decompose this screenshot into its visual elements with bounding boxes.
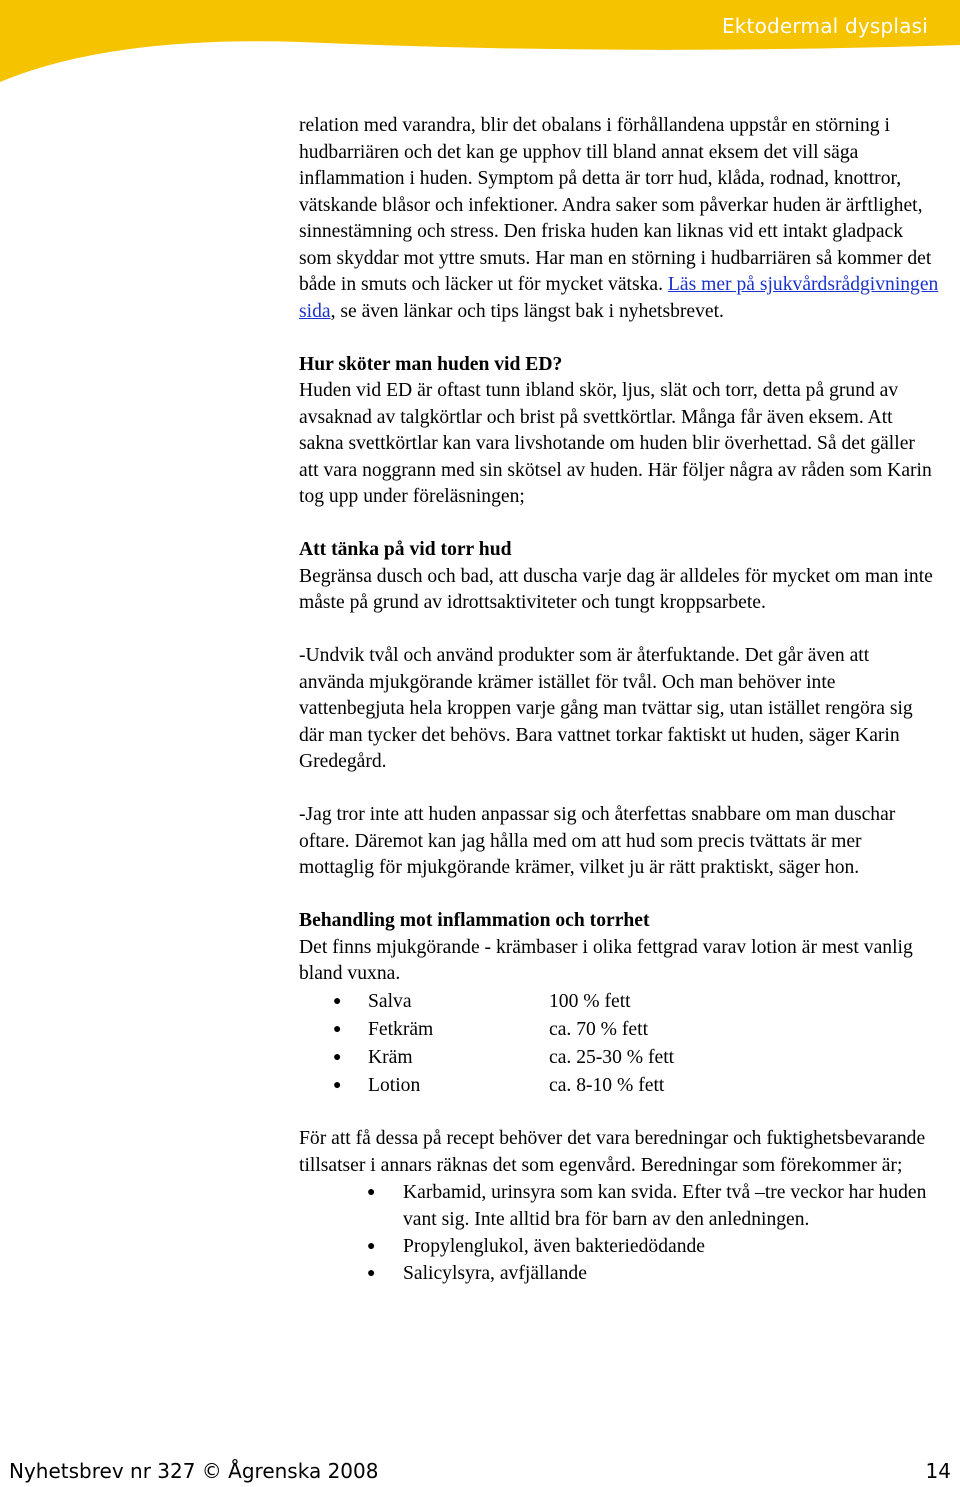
list-item (299, 988, 939, 1016)
bullet-icon: ● (367, 1185, 376, 1200)
preparation-text: Salicylsyra, avfjällande (403, 1263, 587, 1284)
preparation-text: Karbamid, urinsyra som kan svida. Efter två –tre veckor har huden vant sig. Inte alltid bra för barn av den anledningen. (403, 1182, 927, 1230)
quote-paragraph-2: -Jag tror inte att huden anpassar sig och återfettas snabbare om man duschar oftare. Däremot kan jag hålla med om att hud som precis tvättats är mer mottaglig för mjukgörande krämer, vilket ju är rätt praktiskt, säger hon. (299, 804, 896, 878)
cream-type: Kräm (368, 1046, 413, 1068)
bullet-icon: ● (367, 1239, 376, 1254)
section-text-behandling: Det finns mjukgörande - krämbaser i olika fettgrad varav lotion är mest vanlig bland vuxna. (299, 936, 913, 984)
fat-percentage: ca. 70 % fett (549, 1018, 649, 1040)
fat-percentage: 100 % fett (549, 990, 631, 1012)
bullet-icon: ● (333, 993, 342, 1009)
list-item (299, 1233, 939, 1260)
header-wave (0, 0, 960, 82)
section-text-torr-hud: Begränsa dusch och bad, att duscha varje dag är alldeles för mycket om man inte måste på grund av idrottsaktiviteter och tungt kroppsarbete. (299, 565, 933, 613)
bullet-icon: ● (333, 1021, 342, 1037)
fat-percentage: ca. 8-10 % fett (549, 1074, 665, 1096)
bullet-icon: ● (333, 1049, 342, 1065)
bullet-icon: ● (333, 1077, 342, 1093)
footer-publication: Nyhetsbrev nr 327 © Ågrenska 2008 (9, 1459, 379, 1483)
section-text-hudvard: Huden vid ED är oftast tunn ibland skör, ljus, slät och torr, detta på grund av avsaknad av talgkörtlar och brist på svettkörtlar. Många får även eksem. Att sakna svettkörtlar kan vara livshotande om huden blir överhettad. Så det gäller att vara noggrann med sin skötsel av huden. Här följer några av råden som Karin tog upp under föreläsningen; (299, 380, 932, 507)
list-item (299, 1179, 939, 1233)
list-item (299, 1044, 939, 1072)
cream-type: Fetkräm (368, 1018, 434, 1040)
intro-text: relation med varandra, blir det obalans i förhållandena uppstår en störning i hudbarriären och det kan ge upphov till bland annat eksem det vill säga inflammation i huden. Symptom på detta är torr hud, klåda, rodnad, knottror, vätskande blåsor och infektioner. Andra saker som påverkar huden är ärftlighet, sinnestämning och stress. Den friska huden kan liknas vid ett intakt gladpack som skyddar mot yttre smuts. Har man en störning i hudbarriären så kommer det både in smuts och läcker ut för mycket vätska. (299, 115, 932, 295)
header-title: Ektodermal dysplasi (721, 14, 928, 38)
article-body (299, 113, 939, 1287)
section-heading-hudvard: Hur sköter man huden vid ED? (299, 353, 563, 375)
intro-after-link: , se även länkar och tips längst bak i nyhetsbrevet. (330, 300, 724, 322)
fat-content-list (299, 988, 939, 1100)
cream-type: Salva (368, 990, 412, 1012)
fat-percentage: ca. 25-30 % fett (549, 1046, 675, 1068)
recipe-paragraph: För att få dessa på recept behöver det vara beredningar och fuktighetsbevarande tillsatser i annars räknas det som egenvård. Beredningar som förekommer är; (299, 1128, 926, 1176)
intro-paragraph (299, 113, 939, 325)
list-item (299, 1072, 939, 1100)
section-heading-torr-hud: Att tänka på vid torr hud (299, 539, 512, 560)
sjukvardsradgivningen-link[interactable]: Läs mer på sjukvårdsrådgivningen sida (299, 274, 939, 322)
page-number: 14 (925, 1459, 951, 1483)
preparations-list (299, 1179, 939, 1287)
list-item (299, 1260, 939, 1287)
list-item (299, 1016, 939, 1044)
preparation-text: Propylenglukol, även bakteriedödande (403, 1236, 705, 1257)
quote-paragraph-1: -Undvik tvål och använd produkter som är återfuktande. Det går även att använda mjukgörande krämer istället för tvål. Och man behöver inte vattenbegjuta hela kroppen varje gång man tvättar sig, utan istället rengöra sig där man tycker det behövs. Bara vattnet torkar faktiskt ut huden, säger Karin Gredegård. (299, 645, 913, 772)
cream-type: Lotion (368, 1074, 421, 1096)
section-heading-behandling: Behandling mot inflammation och torrhet (299, 910, 650, 931)
bullet-icon: ● (367, 1266, 376, 1281)
